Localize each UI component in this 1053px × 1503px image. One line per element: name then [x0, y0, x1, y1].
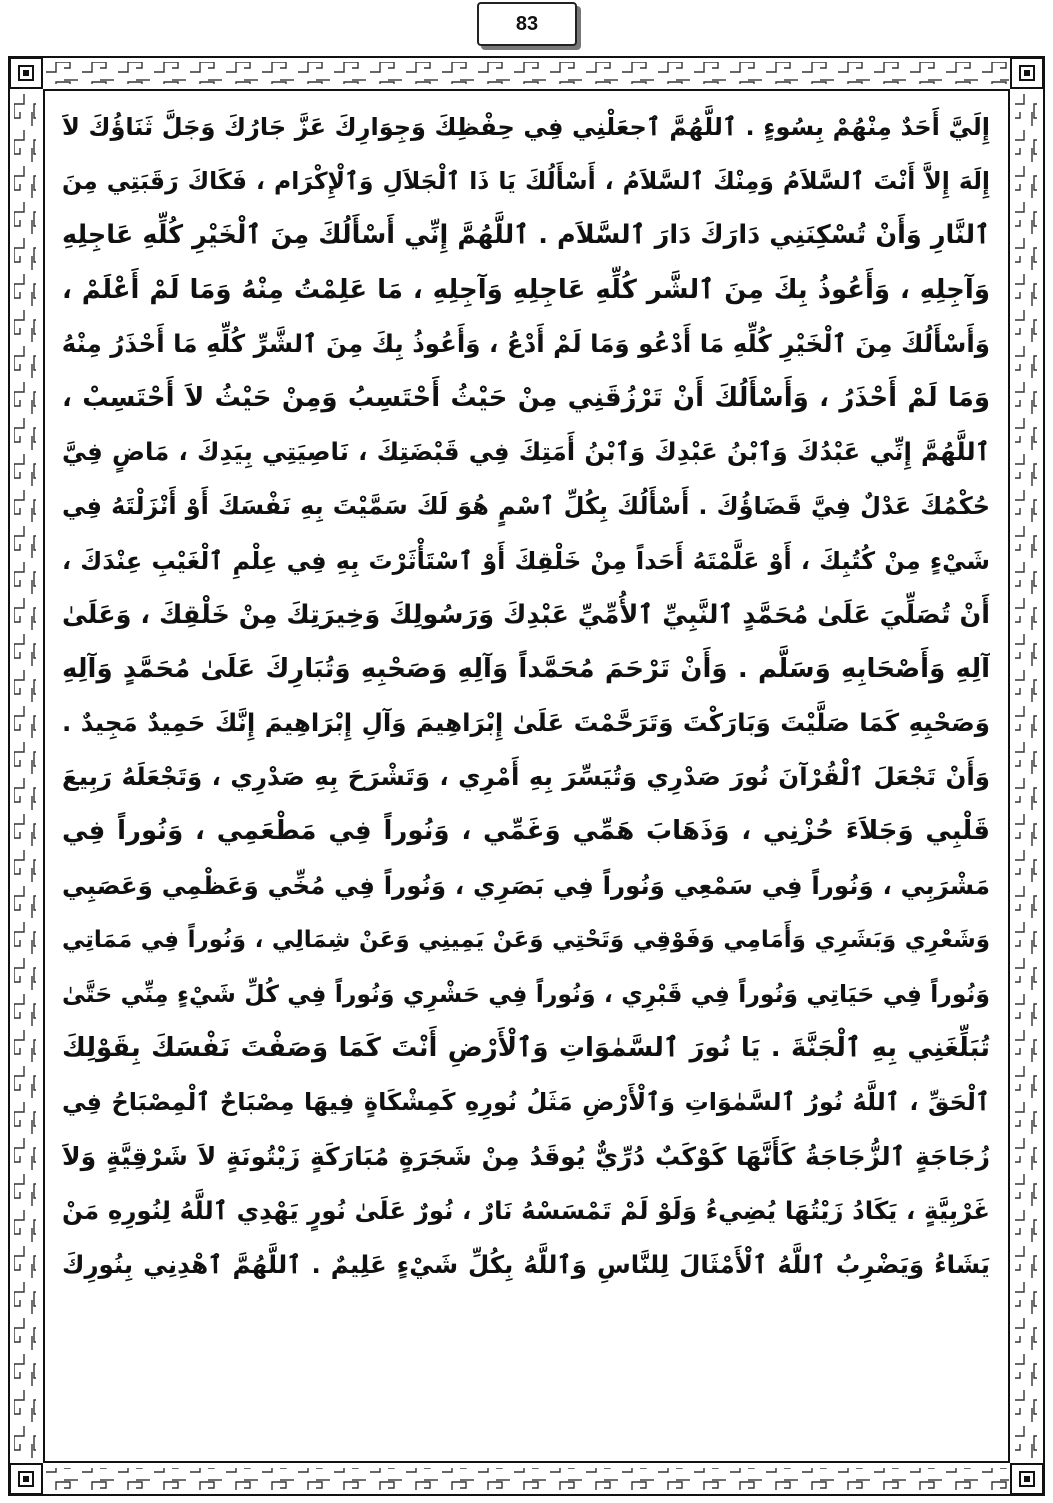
text-line: وَآجِلِهِ ، وَأَعُوذُ بِكَ مِنَ ٱلشَّر كُلِّهِ عَاجِلِهِ وَآجِلِهِ ، مَا عَلِمْتُ مِنْهُ وَمَا لَمْ أَعْلَمْ ، — [62, 274, 990, 305]
text-line: وَأَسْأَلُكَ مِنَ ٱلْخَيْرِ كُلِّهِ مَا أَدْعُو وَمَا لَمْ أَدْعُ ، وَأَعُوذُ بِكَ مِنَ ٱلشَّرِّ كُلِّهِ مَا أَحْذَرُ مِنْهُ — [62, 328, 990, 358]
text-line: ٱلْحَقِّ ، ٱللَّهُ نُورُ ٱلسَّمٰوَاتِ وَٱلْأَرْضِ مَثَلُ نُورِهِ كَمِشْكَاةٍ فِيهَا مِصْبَاحٌ ٱلْمِصْبَاحُ فِي — [62, 1088, 990, 1117]
text-line: غَرْبِيَّةٍ ، يَكَادُ زَيْتُهَا يُضِيءُ وَلَوْ لَمْ تَمْسَسْهُ نَارٌ ، نُورٌ عَلَىٰ نُورٍ يَهْدِي ٱللَّهُ لِنُورِهِ مَنْ — [62, 1195, 990, 1225]
text-line: ٱللَّهُمَّ إِنِّي عَبْدُكَ وَٱبْنُ عَبْدِكَ وَٱبْنُ أَمَتِكَ فِي قَبْضَتِكَ ، نَاصِيَتِي بِيَدِكَ ، مَاضٍ فِيَّ — [62, 437, 990, 467]
text-line: وَأَنْ تَجْعَلَ ٱلْقُرْآنَ نُورَ صَدْرِي وَتُيَسِّرَ بِهِ أَمْرِي ، وَتَشْرَحَ بِهِ صَدْرِي ، وَتَجْعَلَهُ رَبِيعَ — [62, 762, 990, 792]
text-line: إِلَهَ إِلاَّ أَنْتَ ٱلسَّلاَمُ وَمِنْكَ ٱلسَّلاَمُ ، أَسْأَلُكَ يَا ذَا ٱلْجَلاَلِ وَٱلْإِكْرَام ، فَكَاكَ رَقَبَتِي مِنَ — [62, 167, 990, 196]
text-line: وَشَعْرِي وَبَشَرِي وَأَمَامِي وَفَوْقِي وَتَحْتِي وَعَنْ يَمِينِي وَعَنْ شِمَالِي ، وَنُوراً فِي مَمَاتِي — [62, 926, 990, 953]
text-line: قَلْبِي وَجَلاَءَ حُزْنِي ، وَذَهَابَ هَمِّي وَغَمِّي ، وَنُوراً فِي مَطْعَمِي ، وَنُوراً فِي — [62, 816, 990, 847]
text-line: وَنُوراً فِي حَيَاتِي وَنُوراً فِي قَبْرِي ، وَنُوراً فِي حَشْرِي وَنُوراً فِي كُلِّ شَيْءٍ مِنِّي حَتَّىٰ — [62, 980, 990, 1008]
text-line: زُجَاجَةٍ ٱلزُّجَاجَةُ كَأَنَّهَا كَوْكَبٌ دُرِّيٌّ يُوقَدُ مِنْ شَجَرَةٍ مُبَارَكَةٍ زَيْتُونَةٍ لاَ شَرْقِيَّةٍ وَلاَ — [62, 1141, 990, 1171]
text-line: شَيْءٍ مِنْ كُتُبِكَ ، أَوْ عَلَّمْتَهُ أَحَداً مِنْ خَلْقِكَ أَوْ ٱسْتَأْثَرْتَ بِهِ فِي عِلْمِ ٱلْغَيْبِ عِنْدَكَ ، — [62, 546, 990, 575]
text-line: حُكْمُكَ عَدْلٌ فِيَّ قَضَاؤُكَ . أَسْأَلُكَ بِكُلِّ ٱسْمٍ هُوَ لَكَ سَمَّيْتَ بِهِ نَفْسَكَ أَوْ أَنْزَلْتَهُ فِي — [62, 492, 990, 521]
text-line: وَمَا لَمْ أَحْذَرُ ، وَأَسْأَلُكَ أَنْ تَرْزُقَنِي مِنْ حَيْثُ أَحْتَسِبُ وَمِنْ حَيْثُ لاَ أَحْتَسِبْ ، — [62, 382, 990, 413]
text-line: وَصَحْبِهِ كَمَا صَلَّيْتَ وَبَارَكْتَ وَتَرَحَّمْتَ عَلَىٰ إِبْرَاهِيمَ وَآلِ إِبْرَاهِيمَ إِنَّكَ حَمِيدٌ مَجِيدٌ . — [62, 708, 990, 738]
page-number: 83 — [477, 2, 577, 46]
text-line: أَنْ تُصَلِّيَ عَلَىٰ مُحَمَّدٍ ٱلنَّبِيِّ ٱلأُمِّيِّ عَبْدِكَ وَرَسُولِكَ وَخِيرَتِكَ مِنْ خَلْقِكَ ، وَعَلَىٰ — [62, 599, 990, 630]
text-line: ٱلنَّارِ وَأَنْ تُسْكِنَنِي دَارَكَ دَارَ ٱلسَّلاَم . ٱللَّهُمَّ إِنِّي أَسْأَلُكَ مِنَ ٱلْخَيْرِ كُلِّهِ عَاجِلِهِ — [62, 220, 990, 251]
text-line: مَشْرَبِي ، وَنُوراً فِي سَمْعِي وَنُوراً فِي بَصَرِي ، وَنُوراً فِي مُخِّي وَعَظْمِي وَعَصَبِي — [62, 870, 990, 900]
supplication-text — [62, 100, 990, 1440]
text-line: آلِهِ وَأَصْحَابِهِ وَسَلَّم . وَأَنْ تَرْحَمَ مُحَمَّداً وَآلِهِ وَصَحْبِهِ وَتُبَارِكَ عَلَىٰ مُحَمَّدٍ وَآلِهِ — [62, 653, 990, 684]
text-line: تُبَلِّغَنِي بِهِ ٱلْجَنَّةَ . يَا نُورَ ٱلسَّمٰوَاتِ وَٱلْأَرْضِ أَنْتَ كَمَا وَصَفْتَ نَفْسَكَ بِقَوْلِكَ — [62, 1033, 990, 1064]
text-line: إِلَيَّ أَحَدٌ مِنْهُمْ بِسُوءٍ . ٱللَّهُمَّ ٱجعَلْنِي فِي حِفْظِكَ وَجِوَارِكَ عَزَّ جَارُكَ وَجَلَّ ثَنَاؤُكَ لاَ — [62, 113, 990, 141]
text-line: يَشَاءُ وَيَضْرِبُ ٱللَّهُ ٱلْأَمْثَالَ لِلنَّاسِ وَٱللَّهُ بِكُلِّ شَيْءٍ عَلِيمٌ . ٱللَّهُمَّ ٱهْدِنِي بِنُورِكَ — [62, 1249, 990, 1279]
